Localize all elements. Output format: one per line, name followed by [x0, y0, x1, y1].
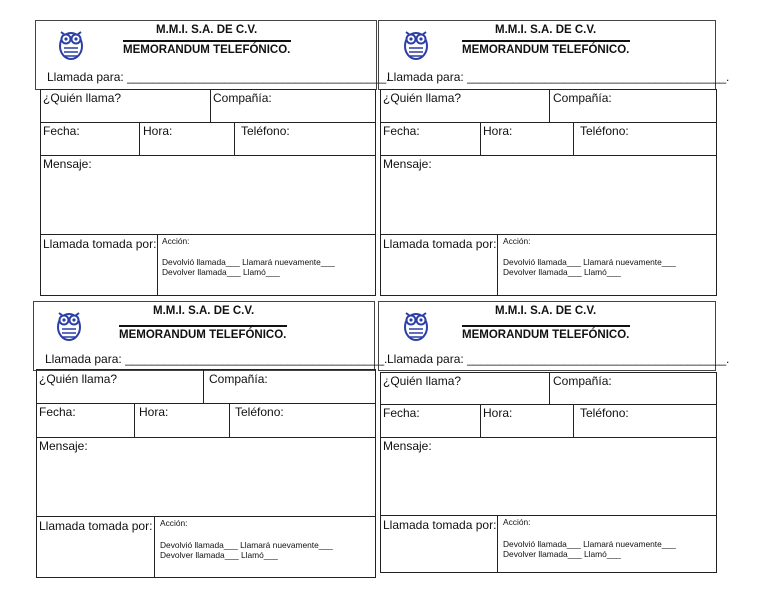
company-name: M.M.I. S.A. DE C.V. — [495, 24, 597, 36]
hora-label: Hora: — [483, 124, 513, 138]
divider — [40, 234, 376, 235]
llamada-para-line: ________________________________________. — [467, 70, 730, 84]
divider — [203, 369, 204, 404]
fecha-label: Fecha: — [39, 405, 76, 419]
divider — [573, 122, 574, 155]
divider — [234, 122, 235, 155]
devolver-options: Devolver llamada___ Llamó___ — [162, 267, 280, 277]
memo-title: MEMORANDUM TELEFÓNICO. — [462, 329, 630, 341]
telefono-label: Teléfono: — [235, 405, 284, 419]
devolvio-options: Devolvió llamada___ Llamará nuevamente___ — [160, 540, 333, 550]
divider — [380, 234, 717, 235]
telefono-label: Teléfono: — [580, 124, 629, 138]
owl-logo-icon — [54, 307, 84, 341]
llamada-para — [45, 352, 387, 366]
accion-label: Acción: — [160, 518, 188, 528]
quien-llama-label: ¿Quién llama? — [383, 374, 462, 388]
divider — [36, 516, 376, 517]
divider — [40, 122, 376, 123]
divider — [497, 234, 498, 296]
devolvio-options: Devolvió llamada___ Llamará nuevamente___ — [162, 257, 335, 267]
divider — [139, 122, 140, 155]
mensaje-label: Mensaje: — [383, 439, 432, 453]
owl-logo-icon — [401, 26, 431, 60]
company-name: M.M.I. S.A. DE C.V. — [495, 305, 597, 317]
owl-logo-icon — [56, 26, 86, 60]
divider — [380, 515, 717, 516]
memo-card-2 — [378, 20, 730, 296]
tomada-por-label: Llamada tomada por: — [39, 519, 153, 533]
compania-label: Compañía: — [209, 372, 268, 386]
quien-llama-label: ¿Quién llama? — [39, 372, 118, 386]
accion-label: Acción: — [503, 517, 531, 527]
compania-label: Compañía: — [553, 91, 612, 105]
memo-card-3 — [33, 301, 388, 579]
divider — [380, 404, 717, 405]
llamada-para-label: Llamada para: — [387, 352, 464, 366]
accion-label: Acción: — [503, 236, 531, 246]
divider — [497, 515, 498, 573]
memo-card-4 — [378, 301, 730, 573]
divider — [134, 403, 135, 437]
tomada-por-label: Llamada tomada por: — [43, 237, 157, 251]
memo-title: MEMORANDUM TELEFÓNICO. — [119, 329, 287, 341]
telefono-label: Teléfono: — [241, 124, 290, 138]
title-rule — [462, 325, 630, 327]
llamada-para — [387, 352, 729, 366]
owl-logo-icon — [401, 307, 431, 341]
accion-label: Acción: — [162, 236, 190, 246]
divider — [154, 516, 155, 578]
divider — [549, 89, 550, 123]
devolver-options: Devolver llamada___ Llamó___ — [503, 267, 621, 277]
divider — [36, 403, 376, 404]
telefono-label: Teléfono: — [580, 406, 629, 420]
divider — [229, 403, 230, 437]
company-name: M.M.I. S.A. DE C.V. — [156, 24, 258, 36]
llamada-para-label: Llamada para: — [47, 70, 124, 84]
hora-label: Hora: — [143, 124, 173, 138]
llamada-para-label: Llamada para: — [387, 70, 464, 84]
compania-label: Compañía: — [213, 91, 272, 105]
quien-llama-label: ¿Quién llama? — [43, 91, 122, 105]
divider — [573, 404, 574, 437]
memo-title: MEMORANDUM TELEFÓNICO. — [462, 44, 630, 56]
divider — [157, 234, 158, 296]
llamada-para-line: ________________________________________. — [125, 352, 388, 366]
llamada-para-line: ________________________________________. — [467, 352, 730, 366]
devolver-options: Devolver llamada___ Llamó___ — [503, 549, 621, 559]
mensaje-label: Mensaje: — [43, 157, 92, 171]
title-rule — [462, 40, 630, 42]
quien-llama-label: ¿Quién llama? — [383, 91, 462, 105]
divider — [380, 122, 717, 123]
title-rule — [119, 325, 287, 327]
llamada-para-label: Llamada para: — [45, 352, 122, 366]
llamada-para — [387, 70, 729, 84]
compania-label: Compañía: — [553, 374, 612, 388]
hora-label: Hora: — [483, 406, 513, 420]
memo-card-1 — [35, 20, 390, 296]
llamada-para — [47, 70, 389, 84]
divider — [549, 372, 550, 405]
hora-label: Hora: — [139, 405, 169, 419]
fecha-label: Fecha: — [383, 406, 420, 420]
title-rule — [123, 40, 291, 42]
memo-title: MEMORANDUM TELEFÓNICO. — [123, 44, 291, 56]
fecha-label: Fecha: — [43, 124, 80, 138]
devolver-options: Devolver llamada___ Llamó___ — [160, 550, 278, 560]
devolvio-options: Devolvió llamada___ Llamará nuevamente___ — [503, 257, 676, 267]
devolvio-options: Devolvió llamada___ Llamará nuevamente___ — [503, 539, 676, 549]
llamada-para-line: ________________________________________. — [127, 70, 390, 84]
tomada-por-label: Llamada tomada por: — [383, 237, 497, 251]
tomada-por-label: Llamada tomada por: — [383, 518, 497, 532]
company-name: M.M.I. S.A. DE C.V. — [153, 305, 255, 317]
mensaje-label: Mensaje: — [39, 439, 88, 453]
fecha-label: Fecha: — [383, 124, 420, 138]
mensaje-label: Mensaje: — [383, 157, 432, 171]
